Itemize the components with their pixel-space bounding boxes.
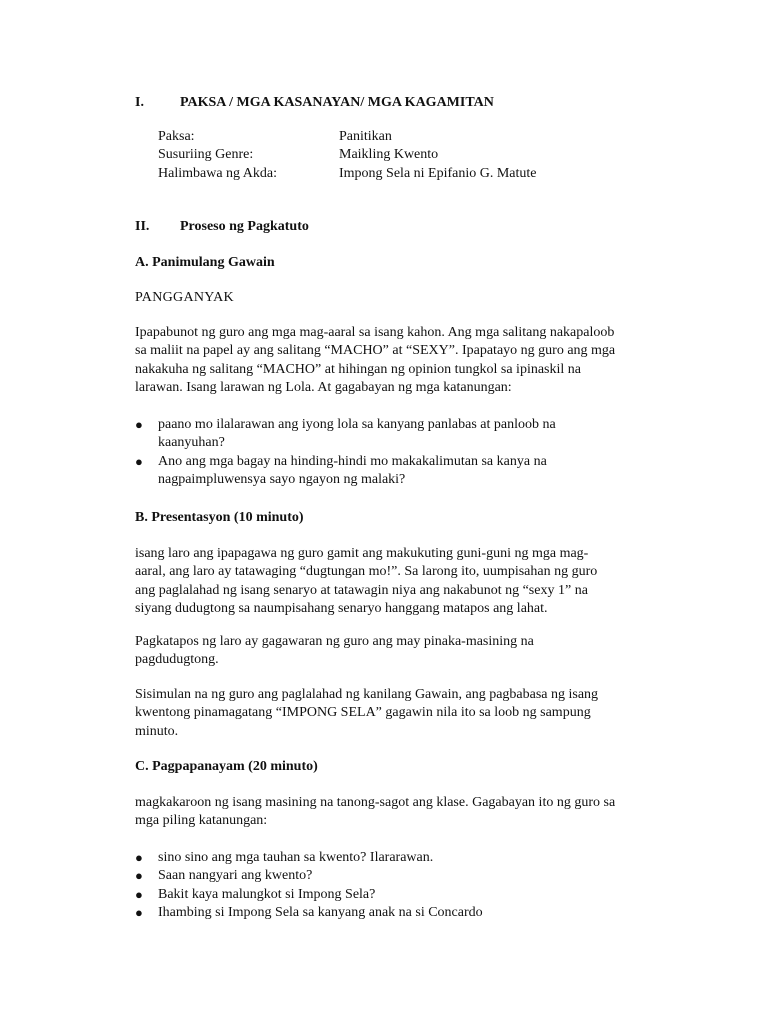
bullet-icon: ● xyxy=(135,453,143,469)
paragraph-line: minuto. xyxy=(135,723,179,739)
row-paksa-label: Paksa: xyxy=(158,129,195,144)
row-genre-value: Maikling Kwento xyxy=(339,147,439,162)
list-item-line: Ano ang mga bagay na hinding-hindi mo makakalimutan sa kanya na xyxy=(158,453,547,469)
part-b-heading: B. Presentasyon (10 minuto) xyxy=(135,510,304,525)
paragraph-line: larawan. Isang larawan ng Lola. At gagabayan ng mga katanungan: xyxy=(135,380,512,396)
bullet-icon: ● xyxy=(135,868,143,884)
presentasyon-paragraph-1 xyxy=(135,545,635,619)
part-c-bullet-list xyxy=(135,849,605,923)
section-1-number: I. xyxy=(135,95,144,110)
bullet-icon: ● xyxy=(135,417,143,432)
presentasyon-paragraph-2 xyxy=(135,633,635,670)
part-c-heading: C. Pagpapanayam (20 minuto) xyxy=(135,759,318,774)
paragraph-line: kwentong pinamagatang “IMPONG SELA” gagawin nila ito sa loob ng sampung xyxy=(135,705,591,721)
list-item xyxy=(135,867,605,885)
paragraph-line: pagdudugtong. xyxy=(135,652,219,668)
list-item xyxy=(135,886,605,904)
pangganyak-paragraph xyxy=(135,324,635,398)
row-paksa-value: Panitikan xyxy=(339,129,392,144)
pangganyak-heading: PANGGANYAK xyxy=(135,290,234,305)
part-a-bullet-list xyxy=(135,416,605,490)
paragraph-line: mga piling katanungan: xyxy=(135,813,268,829)
pagpapanayam-paragraph xyxy=(135,794,635,831)
section-2-number: II. xyxy=(135,219,150,234)
bullet-icon: ● xyxy=(135,905,143,921)
paragraph-line: Pagkatapos ng laro ay gagawaran ng guro ang may pinaka-masining na xyxy=(135,634,534,649)
section-2-title: Proseso ng Pagkatuto xyxy=(180,219,309,234)
part-a-heading: A. Panimulang Gawain xyxy=(135,255,275,270)
paragraph-line: sa maliit na papel ay ang salitang “MACHO” at “SEXY”. Ipapatayo ng guro ang mga xyxy=(135,343,616,359)
paragraph-line: isang laro ang ipapagawa ng guro gamit ang makukuting guni-guni ng mga mag- xyxy=(135,546,589,561)
list-item-line: nagpaimpluwensya sayo ngayon ng malaki? xyxy=(158,472,406,488)
list-item-line: paano mo ilalarawan ang iyong lola sa kanyang panlabas at panloob na xyxy=(158,417,556,432)
presentasyon-paragraph-3 xyxy=(135,686,635,741)
paragraph-line: Sisimulan na ng guro ang paglalahad ng kanilang Gawain, ang pagbabasa ng isang xyxy=(135,687,599,702)
list-item xyxy=(135,904,605,922)
list-item-line: Bakit kaya malungkot si Impong Sela? xyxy=(158,886,376,902)
list-item-line: Ihambing si Impong Sela sa kanyang anak na si Concardo xyxy=(158,905,483,921)
paragraph-line: nakakuha ng salitang “MACHO” at hihingan ng opinion tungkol sa ipinaskil na xyxy=(135,361,581,377)
list-item-line: Saan nangyari ang kwento? xyxy=(158,868,313,884)
section-1-title: PAKSA / MGA KASANAYAN/ MGA KAGAMITAN xyxy=(180,95,494,110)
paragraph-line: siyang dudugtong sa naumpisahang senaryo hanggang matapos ang lahat. xyxy=(135,601,548,617)
paragraph-line: ang paglalahad ng isang senaryo at tatawagin niya ang nakabunot ng “sexy 1” na xyxy=(135,582,588,598)
row-akda-value: Impong Sela ni Epifanio G. Matute xyxy=(339,166,537,181)
list-item xyxy=(135,849,605,867)
bullet-icon: ● xyxy=(135,850,143,865)
list-item-line: kaanyuhan? xyxy=(158,435,225,451)
paragraph-line: magkakaroon ng isang masining na tanong-sagot ang klase. Gagabayan ito ng guro sa xyxy=(135,795,616,810)
list-item xyxy=(135,416,605,453)
list-item-line: sino sino ang mga tauhan sa kwento? Ilararawan. xyxy=(158,850,434,865)
paragraph-line: Ipapabunot ng guro ang mga mag-aaral sa isang kahon. Ang mga salitang nakapaloob xyxy=(135,325,615,340)
list-item xyxy=(135,453,605,490)
row-akda-label: Halimbawa ng Akda: xyxy=(158,166,277,181)
row-genre-label: Susuriing Genre: xyxy=(158,147,254,162)
bullet-icon: ● xyxy=(135,886,143,902)
paragraph-line: aaral, ang laro ay tatawaging “dugtungan mo!”. Sa larong ito, uumpisahan ng guro xyxy=(135,564,598,580)
